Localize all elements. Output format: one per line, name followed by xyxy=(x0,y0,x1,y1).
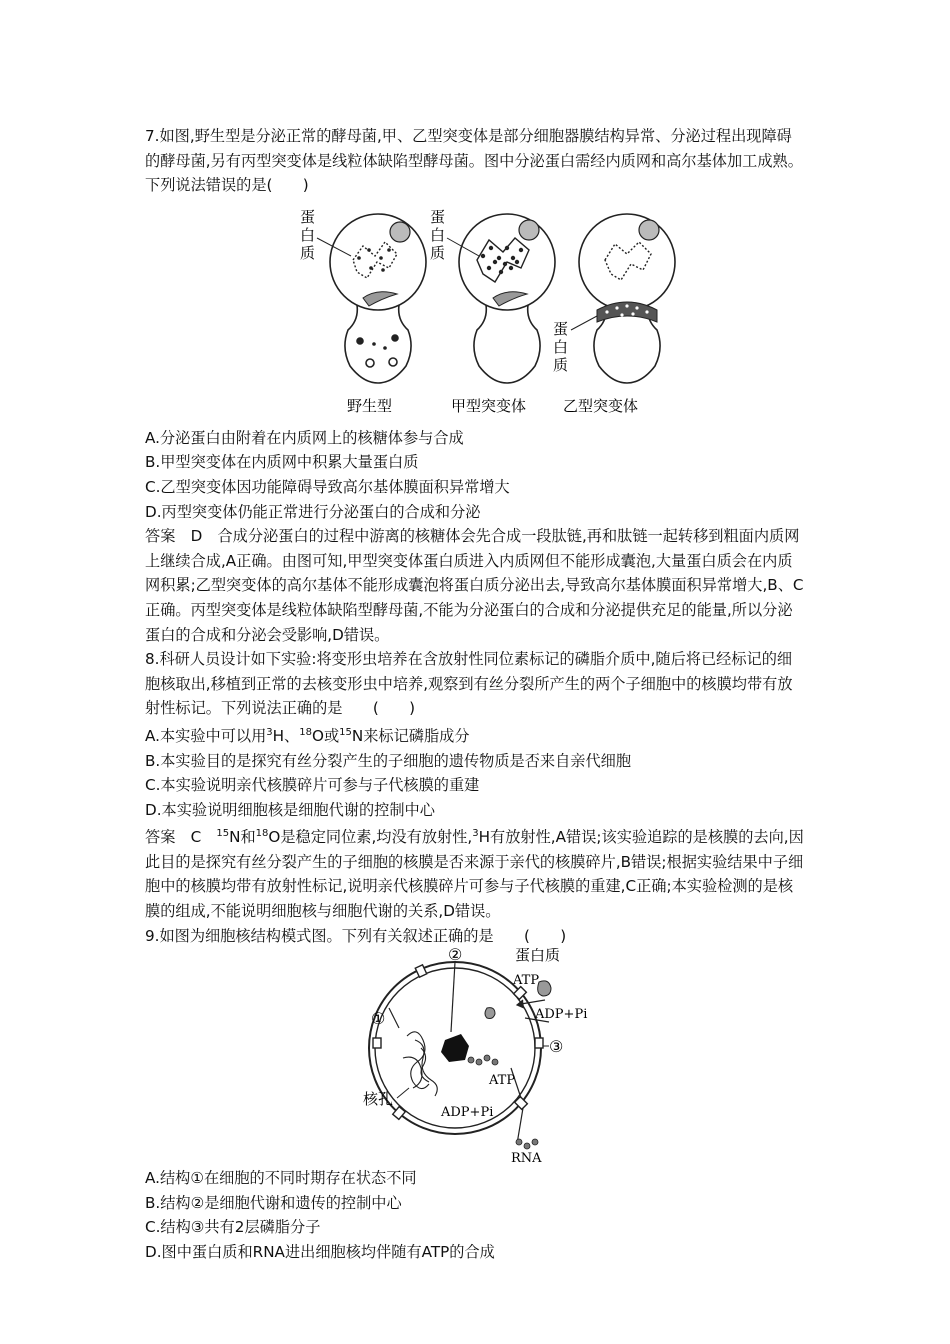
q8-stem: 8.科研人员设计如下实验:将变形虫培养在含放射性同位素标记的磷脂介质中,随后将已经标记的细胞核取出,移植到正常的去核变形虫中培养,观察到有丝分裂所产生的两个子细胞中的核膜均带有放射性标记。下列说法正确的是 ( ) xyxy=(145,650,793,718)
q8-answer-sup-3: 3 xyxy=(472,828,479,840)
wild-type-cell xyxy=(330,214,426,383)
protein-blob-inside xyxy=(485,1008,495,1019)
label-1: ① xyxy=(371,1009,386,1029)
q8-answer-t1: N和 xyxy=(229,828,256,847)
q7-option-b: B.甲型突变体在内质网中积累大量蛋白质 xyxy=(145,453,419,472)
type-a-protein-label-2: 白 xyxy=(430,225,446,244)
label-2: ② xyxy=(448,948,463,965)
atp-top-label: ATP xyxy=(513,973,540,989)
caption-type-b: 乙型突变体 xyxy=(563,396,639,415)
q8-option-a xyxy=(145,721,805,749)
adp-bottom-label: ADP+Pi xyxy=(441,1105,494,1121)
q7-option-c: C.乙型突变体因功能障碍导致高尔基体膜面积异常增大 xyxy=(145,477,510,496)
q8-answer-sup-18: 18 xyxy=(255,828,269,840)
q9-option-a: A.结构①在细胞的不同时期存在状态不同 xyxy=(145,1169,417,1188)
q8-answer-t2: O是稳定同位素,均没有放射性, xyxy=(268,828,473,847)
q7-option-a: A.分泌蛋白由附着在内质网上的核糖体参与合成 xyxy=(145,428,464,447)
q8-answer-sup-15: 15 xyxy=(216,828,230,840)
chromatin xyxy=(403,1032,437,1096)
q9-option-d: D.图中蛋白质和RNA进出细胞核均伴随有ATP的合成 xyxy=(145,1243,495,1262)
type-b-protein-label-2: 白 xyxy=(553,337,569,356)
q8-option-a-post: N来标记磷脂成分 xyxy=(351,726,470,745)
q8-option-c: C.本实验说明亲代核膜碎片可参与子代核膜的重建 xyxy=(145,776,480,795)
type-b-cell xyxy=(579,214,675,383)
adp-top-label: ADP+Pi xyxy=(535,1007,588,1023)
label-3: ③ xyxy=(549,1037,564,1057)
q8-option-b: B.本实验目的是探究有丝分裂产生的子细胞的遗传物质是否来自亲代细胞 xyxy=(145,751,632,770)
type-b-protein-label-1: 蛋 xyxy=(553,319,569,338)
nucleolus xyxy=(441,1034,469,1062)
type-a-protein-label-3: 质 xyxy=(430,243,446,262)
q7-figure xyxy=(145,198,805,426)
yeast-diagram xyxy=(145,198,805,426)
q9-option-b: B.结构②是细胞代谢和遗传的控制中心 xyxy=(145,1193,402,1212)
rna-label: RNA xyxy=(511,1151,542,1167)
q8-answer-t3: H有放射性,A错误;该实验追踪的是核膜的去向,因此目的是探究有丝分裂产生的子细胞的核膜是否来源于亲代的核膜碎片,B错误;根据实验结果中子细胞中的核膜均带有放射性标记,说明亲代核膜碎片可参与子代核膜的重建,C正确;本实验检测的是核膜的组成,不能说明细胞核与细胞代谢的关系,D错误。 xyxy=(145,828,804,921)
caption-type-a: 甲型突变体 xyxy=(451,396,527,415)
rna-chain xyxy=(468,1055,538,1149)
q9-option-c: C.结构③共有2层磷脂分子 xyxy=(145,1218,321,1237)
q8-option-a-sup-3: 3 xyxy=(266,726,273,738)
protein-blob-outside xyxy=(538,981,551,996)
protein-label: 蛋白质 xyxy=(515,948,561,965)
type-a-cell xyxy=(459,214,555,383)
type-b-protein-label-3: 质 xyxy=(553,355,569,374)
worksheet-page xyxy=(145,124,805,1265)
caption-wild-type: 野生型 xyxy=(347,396,393,415)
q8-answer xyxy=(145,822,805,923)
nucleus-diagram xyxy=(145,948,805,1166)
type-a-protein-label-1: 蛋 xyxy=(430,207,446,226)
pore-label: 核孔 xyxy=(363,1090,394,1109)
wild-protein-label-1: 蛋 xyxy=(300,207,316,226)
q7-option-d: D.丙型突变体仍能正常进行分泌蛋白的合成和分泌 xyxy=(145,502,481,521)
wild-protein-label-3: 质 xyxy=(300,243,316,262)
q8-option-d: D.本实验说明细胞核是细胞代谢的控制中心 xyxy=(145,800,435,819)
q9-stem: 9.如图为细胞核结构模式图。下列有关叙述正确的是 ( ) xyxy=(145,926,567,945)
wild-protein-label-2: 白 xyxy=(300,225,316,244)
q8-option-a-h: H、 xyxy=(272,726,300,745)
q8-option-a-pre: A.本实验中可以用 xyxy=(145,726,267,745)
q8-option-a-sup-18: 18 xyxy=(299,726,312,738)
q7-answer: 答案 D 合成分泌蛋白的过程中游离的核糖体会先合成一段肽链,再和肽链一起转移到粗面内质网上继续合成,A正确。由图可知,甲型突变体蛋白质进入内质网但不能形成囊泡,大量蛋白质会在内质网积累;乙型突变体的高尔基体不能形成囊泡将蛋白质分泌出去,导致高尔基体膜面积异常增大,B、C正确。丙型突变体是线粒体缺陷型酵母菌,不能为分泌蛋白的合成和分泌提供充足的能量,所以分泌蛋白的合成和分泌会受影响,D错误。 xyxy=(145,527,804,644)
q8-option-a-o: O或 xyxy=(311,726,340,745)
atp-mid-label: ATP xyxy=(489,1073,516,1089)
q8-option-a-sup-15: 15 xyxy=(339,726,352,738)
q8-answer-pre: 答案 C xyxy=(145,828,217,847)
q9-figure xyxy=(145,948,805,1166)
q7-stem: 7.如图,野生型是分泌正常的酵母菌,甲、乙型突变体是部分细胞器膜结构异常、分泌过程出现障碍的酵母菌,另有丙型突变体是线粒体缺陷型酵母菌。图中分泌蛋白需经内质网和高尔基体加工成熟。下列说法错误的是( ) xyxy=(145,127,803,195)
